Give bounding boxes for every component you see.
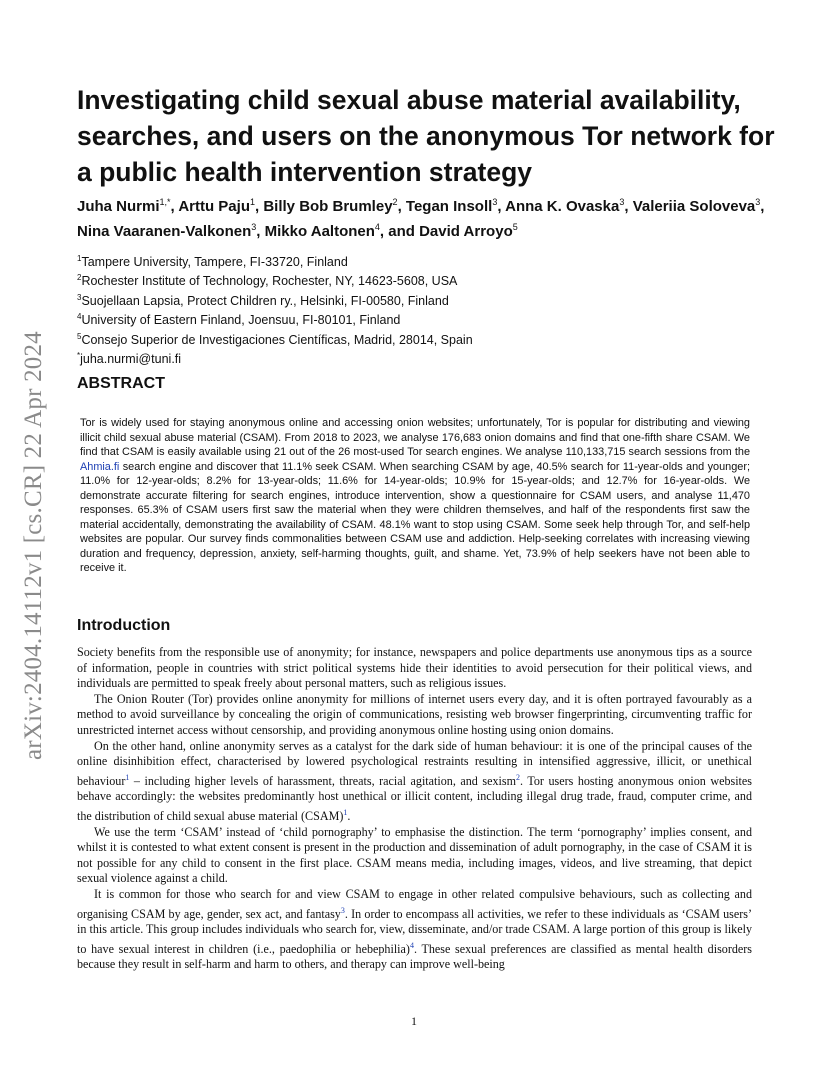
author-name: Anna K. Ovaska (505, 198, 620, 215)
author-separator: , (497, 198, 506, 215)
introduction-heading: Introduction (77, 617, 171, 634)
author-affiliation-mark: 1 (249, 197, 255, 207)
affiliation-item (77, 290, 767, 309)
ahmia-link[interactable]: Ahmia.fi (80, 460, 120, 473)
author-name: Mikko Aaltonen (264, 223, 375, 240)
affiliation-text: Rochester Institute of Technology, Rochester, NY, 14623-5608, USA (81, 274, 458, 289)
abstract-heading: ABSTRACT (77, 375, 165, 392)
citation-link[interactable]: 1 (343, 807, 348, 817)
affiliation-text: juha.nurmi@tuni.fi (80, 352, 182, 367)
author-separator: , (170, 198, 179, 215)
author-separator: , (397, 198, 406, 215)
affiliation-mark: 3 (77, 292, 82, 302)
author-name: Juha Nurmi (77, 198, 160, 215)
intro-p5-text-b: . In order to encompass all activities, we refer to these individuals as ‘CSAM users’ in this article. This group includes individuals who search for, view, disseminate, and/or trade CSAM. A large portion of this group is likely to have sexual interest in children (i.e., paedophilia or hebephilia) (77, 906, 752, 956)
citation-link[interactable]: 1 (125, 772, 130, 782)
author-name: Valeriia Soloveva (632, 198, 756, 215)
affiliation-item (77, 329, 767, 348)
introduction-body (77, 645, 752, 973)
author-name: Tegan Insoll (405, 198, 493, 215)
author-name: David Arroyo (419, 223, 513, 240)
affiliation-mark: 4 (77, 312, 82, 322)
intro-paragraph-5 (77, 887, 752, 973)
citation-link[interactable]: 3 (340, 905, 345, 915)
intro-paragraph-2: The Onion Router (Tor) provides online anonymity for millions of internet users every day, and it is often portrayed favourably as a method to avoid surveillance by concealing the origin of communications, resisting web browser fingerprinting, circumventing traffic for unrestricted internet access without censorship, and providing anonymous online hosting using onion domains. (77, 691, 752, 737)
intro-paragraph-3 (77, 739, 752, 825)
citation-link[interactable]: 4 (409, 940, 414, 950)
affiliation-mark: 1 (77, 254, 82, 263)
affiliation-text: University of Eastern Finland, Joensuu, FI-80101, Finland (81, 313, 401, 328)
intro-p3-text-a: On the other hand, online anonymity serves as a catalyst for the dark side of human behaviour: it is one of the principal causes of the online disinhibition effect, characterised by lowered psychological restraints resulting in intensified aggressive, illicit, or unethical behaviour (77, 738, 752, 788)
author-separator: , (624, 198, 633, 215)
author-affiliation-mark: 4 (374, 222, 380, 232)
author-affiliation-mark: 2 (392, 197, 398, 207)
intro-p3-text-d: . (347, 809, 351, 823)
page-number: 1 (411, 1014, 417, 1028)
author-affiliation-mark: 3 (251, 222, 257, 232)
affiliation-item (77, 251, 767, 270)
affiliation-mark: 2 (77, 273, 82, 283)
author-separator: , and (379, 223, 420, 240)
intro-paragraph-4: We use the term ‘CSAM’ instead of ‘child pornography’ to emphasise the distinction. The term ‘pornography’ implies consent, and whilst it is contested to what extent consent is present in the production and dissemination of adult pornography, in the case of CSAM it is not possible for any child to consent in the first place. CSAM means media, including images, videos, and live streaming, that depict sexual violence against a child. (77, 824, 752, 886)
author-separator: , (760, 198, 765, 215)
affiliation-text: Tampere University, Tampere, FI-33720, Finland (81, 255, 348, 270)
affiliation-list (77, 251, 767, 368)
author-name: Nina Vaaranen-Valkonen (77, 223, 252, 240)
affiliation-text: Suojellaan Lapsia, Protect Children ry., Helsinki, FI-00580, Finland (81, 294, 449, 309)
affiliation-item (77, 270, 767, 289)
author-affiliation-mark: 3 (755, 197, 761, 207)
author-affiliation-mark: 3 (492, 197, 498, 207)
intro-p3-text-c: . Tor users hosting anonymous onion websites behave accordingly: the websites predominantly host unethical or illicit content, including illegal drug trade, fraud, computer crime, and the distribution of child sexual abuse material (CSAM) (77, 773, 752, 823)
intro-p5-text-c: . These sexual preferences are classified as mental health disorders because they result in self-harm and harm to others, and therapy can improve well-being (77, 941, 752, 972)
paper-title: Investigating child sexual abuse material availability, searches, and users on the anonymous Tor network for a public health intervention strategy (77, 85, 775, 187)
abstract-text-part2: search engine and discover that 11.1% seek CSAM. When searching CSAM by age, 40.5% search for 11-year-olds and younger; 11.0% for 12-year-olds; 8.2% for 13-year-olds; 11.6% for 14-year-olds; 10.9% for 15-year-olds; and 12.7% for 16-year-olds. We demonstrate accurate filtering for search engines, introduce intervention, show a questionnaire for CSAM users, and analyse 11,470 responses. 65.3% of CSAM users first saw the material when they were children themselves, and half of the respondents first saw the material accidentally, demonstrating the availability of CSAM. 48.1% want to stop using CSAM. Some seek help through Tor, and self-help websites are popular. Our survey finds commonalities between CSAM use and addiction. Help-seeking correlates with increasing viewing duration and frequency, depression, anxiety, self-harming thoughts, guilt, and shame. Yet, 73.9% of help seekers have not been able to receive it. (80, 460, 750, 574)
affiliation-item (77, 309, 767, 328)
author-affiliation-mark: 1,* (159, 197, 171, 207)
affiliation-mark: * (77, 351, 81, 361)
intro-paragraph-1: Society benefits from the responsible use of anonymity; for instance, newspapers and police departments use anonymous tips as a source of information, people in countries with strict political systems hide their identities to avoid persecution for their political views, and individuals are permitted to speak freely about personal matters, such as religious issues. (77, 645, 752, 691)
intro-p3-text-b: – including higher levels of harassment, threats, racial agitation, and sexism (129, 773, 516, 788)
author-affiliation-mark: 5 (512, 222, 518, 232)
intro-p5-text-a: It is common for those who search for and view CSAM to engage in other related compulsive behaviours, such as collecting and organising CSAM by age, gender, sex act, and fantasy (77, 886, 752, 921)
affiliation-text: Consejo Superior de Investigaciones Científicas, Madrid, 28014, Spain (81, 332, 473, 347)
affiliation-item (77, 348, 767, 367)
author-name: Arttu Paju (178, 198, 250, 215)
arxiv-identifier-stamp: arXiv:2404.14112v1 [cs.CR] 22 Apr 2024 (20, 331, 47, 760)
citation-link[interactable]: 2 (515, 772, 520, 782)
affiliation-mark: 5 (77, 331, 82, 341)
author-separator: , (255, 198, 264, 215)
author-separator: , (256, 223, 265, 240)
author-name: Billy Bob Brumley (263, 198, 393, 215)
author-affiliation-mark: 3 (619, 197, 625, 207)
author-list (77, 192, 767, 242)
abstract-text-part1: Tor is widely used for staying anonymous online and accessing onion websites; unfortunately, Tor is popular for distributing and viewing illicit child sexual abuse material (CSAM). From 2018 to 2023, we analyse 176,683 onion domains and find that one-fifth share CSAM. We find that CSAM is easily available using 21 out of the 26 most-used Tor search engines. We analyse 110,133,715 search sessions from the (80, 417, 750, 458)
abstract-text (80, 416, 750, 576)
